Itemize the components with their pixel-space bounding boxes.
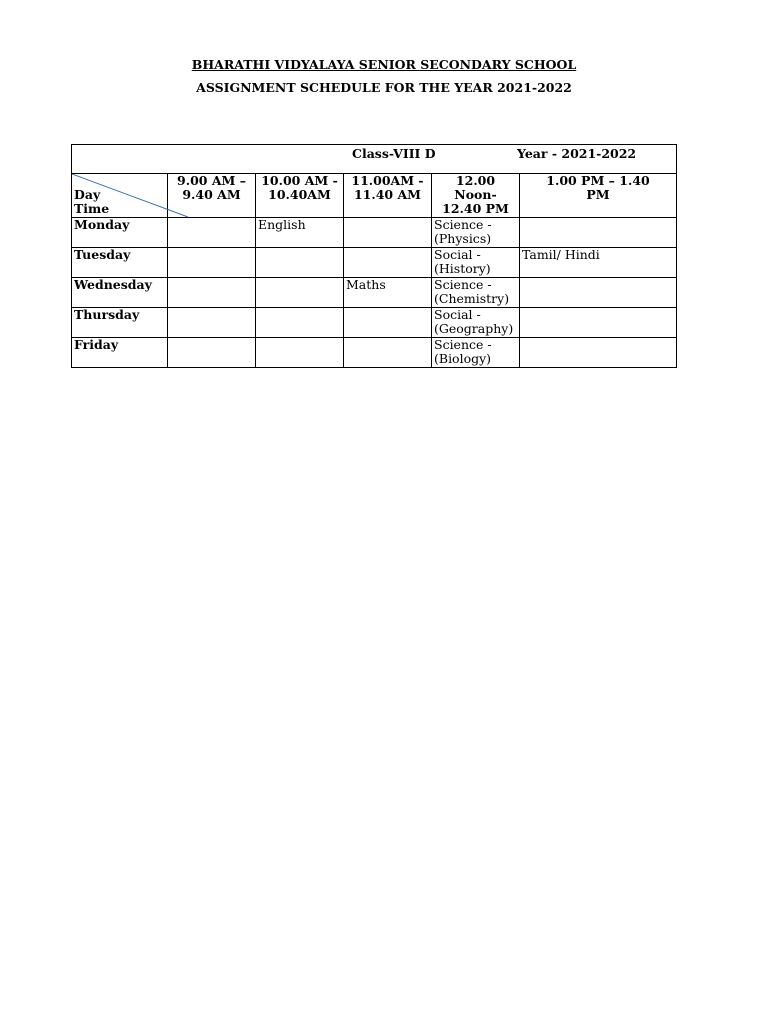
corner-day-label: Day <box>74 187 101 202</box>
time-slot-1-end: 9.40 AM <box>182 187 241 202</box>
subject-cell <box>256 338 344 368</box>
subject-cell: Science - (Physics) <box>432 218 520 248</box>
school-title: BHARATHI VIDYALAYA SENIOR SECONDARY SCHOOL <box>191 57 577 72</box>
subject-cell <box>344 338 432 368</box>
day-cell: Tuesday <box>72 248 168 278</box>
table-row <box>72 218 677 248</box>
subject-cell <box>344 308 432 338</box>
time-slot-3-start: 11.00AM - <box>351 173 424 188</box>
time-slot-5 <box>520 174 677 218</box>
subject-cell <box>168 248 256 278</box>
time-slot-4-end: 12.40 PM <box>442 201 509 216</box>
day-cell: Wednesday <box>72 278 168 308</box>
subject-cell: Science - (Biology) <box>432 338 520 368</box>
time-slot-5-start <box>522 174 674 188</box>
time-slot-3 <box>344 174 432 218</box>
year-label: Year - 2021-2022 <box>517 146 637 161</box>
subject-cell <box>168 278 256 308</box>
day-cell: Monday <box>72 218 168 248</box>
day-cell: Thursday <box>72 308 168 338</box>
day-time-corner-cell <box>72 174 168 218</box>
subject-cell: Social - (Geography) <box>432 308 520 338</box>
time-slot-2-end: 10.40AM <box>268 187 331 202</box>
schedule-body <box>72 218 677 368</box>
time-slot-5-start-a: 1.00 PM – <box>546 173 615 188</box>
table-row <box>72 278 677 308</box>
subject-cell <box>256 278 344 308</box>
subject-cell <box>256 248 344 278</box>
subject-cell: Social - (History) <box>432 248 520 278</box>
table-row <box>72 248 677 278</box>
day-cell: Friday <box>72 338 168 368</box>
subject-cell <box>344 248 432 278</box>
subject-cell <box>168 308 256 338</box>
subject-cell: English <box>256 218 344 248</box>
time-slot-1-start: 9.00 AM – <box>177 173 246 188</box>
subject-cell <box>256 308 344 338</box>
subject-cell <box>344 218 432 248</box>
subject-cell: Science - (Chemistry) <box>432 278 520 308</box>
time-slot-2 <box>256 174 344 218</box>
table-row <box>72 308 677 338</box>
subject-cell: Tamil/ Hindi <box>520 248 677 278</box>
subject-cell <box>168 338 256 368</box>
subject-cell <box>520 218 677 248</box>
time-slot-4 <box>432 174 520 218</box>
subject-cell <box>520 278 677 308</box>
time-slot-5-start-b: 1.40 <box>619 173 650 188</box>
table-row <box>72 338 677 368</box>
subject-cell <box>520 308 677 338</box>
subject-cell <box>168 218 256 248</box>
subject-cell <box>520 338 677 368</box>
corner-time-label: Time <box>74 201 110 216</box>
class-header-row <box>72 145 677 174</box>
time-slot-2-start: 10.00 AM - <box>261 173 338 188</box>
class-label: Class-VIII D <box>352 146 436 161</box>
class-header-cell <box>72 145 677 174</box>
time-slot-5-end: PM <box>586 187 610 202</box>
schedule-title: ASSIGNMENT SCHEDULE FOR THE YEAR 2021-2022 <box>196 80 572 95</box>
time-slot-4-start: 12.00 Noon- <box>454 173 497 202</box>
subject-cell: Maths <box>344 278 432 308</box>
time-slot-3-end: 11.40 AM <box>353 187 422 202</box>
schedule-table <box>71 144 677 368</box>
time-slot-row <box>72 174 677 218</box>
